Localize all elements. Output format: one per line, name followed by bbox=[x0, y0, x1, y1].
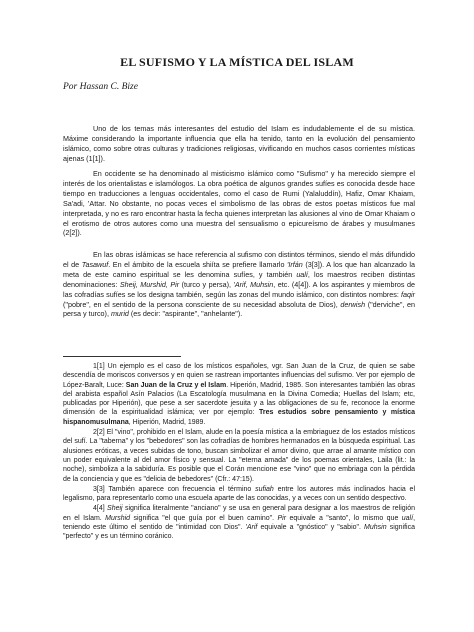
term-muhsin: Muhsin bbox=[364, 524, 387, 532]
text-span: significa literalmente "anciano" y se usa en general para designar a los maestros de religión en el Islam. bbox=[63, 505, 415, 522]
footnote-3 bbox=[63, 485, 415, 504]
text-span: 1[1] Un ejemplo es el caso de los místicos españoles, vgr. San Juan de la Cruz, de quien se sabe descendía de moriscos conversos y en quien se rastrean importantes influencias del sufismo. Ver por ejemplo de López-Baralt, Luce: bbox=[63, 363, 415, 389]
term-sufiah: sufiah bbox=[255, 485, 274, 493]
paragraph-1 bbox=[63, 124, 415, 164]
text-span: equivale a "gnóstico" y "sabio". bbox=[257, 524, 365, 532]
book-title: Tres estudios sobre pensamiento y mística hispanomusulmana bbox=[63, 409, 415, 426]
term-tasawuf: Tasawuf bbox=[81, 259, 109, 269]
text-span: ("derviche", en persa y turco), bbox=[63, 299, 415, 319]
text-span: significa "el que guía por el buen camino". bbox=[130, 514, 278, 522]
term-uali: ualí bbox=[296, 269, 308, 279]
term-pir: Pir bbox=[277, 514, 287, 522]
footnote-separator bbox=[63, 356, 181, 357]
term-arif-muhsin: 'Arif, Muhsin bbox=[233, 279, 274, 289]
term-murshid: Murshid bbox=[105, 514, 131, 522]
text-span: 3[3] También aparece con frecuencia el término bbox=[93, 485, 256, 493]
book-title: San Juan de la Cruz y el Islam bbox=[125, 381, 227, 389]
text-span: . Hiperión, Madrid, 1985. Son interesantes también las obras del arabista español Asín Palacios (La Escatología musulmana en la Divina Comedia; Huellas del Islam; etc, publicadas por Hiperión), que pese a ser sacerdote jesuita y a las obligaciones de su fe, reconoce la enorme dimensión de la espiritualidad islámica; ver por ejemplo: bbox=[63, 381, 416, 417]
author-line: Por Hassan C. Bize bbox=[63, 82, 138, 92]
footnote-1 bbox=[63, 362, 415, 427]
term-sheij: Sheij bbox=[107, 505, 123, 513]
paragraph-3-text bbox=[63, 250, 415, 319]
term-uali: ualí bbox=[401, 514, 414, 522]
text-span: significa "perfecto" y es un término coránico. bbox=[63, 524, 415, 541]
text-span: (es decir: "aspirante", "anhelante"). bbox=[128, 309, 243, 319]
text-span: En las obras islámicas se hace referencia al sufismo con distintos términos, siendo el más difundido el de bbox=[63, 250, 415, 269]
term-arif: 'Arif bbox=[245, 524, 258, 532]
page-title: EL SUFISMO Y LA MÍSTICA DEL ISLAM bbox=[120, 55, 354, 69]
text-span: entre los autores más inclinados hacia el legalismo, para representarlo como una escuela aparte de las conocidas, y a veces con un sentido despectivo. bbox=[63, 485, 416, 503]
footnotes bbox=[63, 362, 415, 543]
text-span: , etc. (4[4]). A los aspirantes y miembros de las cofradías sufíes se los designa también, según las zonas del mundo islámico, con distintos nombres: bbox=[63, 279, 416, 299]
term-faqir: faqir bbox=[401, 289, 415, 299]
paragraph-2 bbox=[63, 169, 415, 238]
term-murid: murid bbox=[110, 309, 129, 319]
paragraph-3 bbox=[63, 250, 415, 319]
text-span: . En el ámbito de la escuela shiíta se prefiere llamarlo bbox=[108, 259, 288, 269]
text-span: 4[4] bbox=[93, 505, 108, 513]
text-span: , teniendo este último el sentido de "intimidad con Dios". bbox=[63, 514, 416, 532]
text-span: equivale a "santo", lo mismo que bbox=[286, 514, 402, 522]
text-span: , Hiperión, Madrid, 1989. bbox=[128, 418, 206, 426]
text-span: (3[3]). A los que han alcanzado la meta de este camino espiritual se les denomina sufíes, y también bbox=[63, 259, 415, 279]
term-derwish: derwish bbox=[340, 299, 366, 309]
paragraph-2-text: En occidente se ha denominado al misticismo islámico como "Sufismo" y ha merecido siempre el interés de los orientalistas e islamólogos. La obra poética de algunos grandes sufíes es conocida desde hace tiempo en traducciones a lenguas occidentales, como el caso de Rumi (Yalaluddín), Hafiz, Omar Khaiam, Sa'adi, 'Attar. No obstante, no pocas veces el simbolismo de las obras de estos poetas místicos fue mal interpretada, y no es raro encontrar hasta la fecha quienes interpretan las alusiones al vino de Omar Khaiam o el erotismo de otros autores como una muestra del sensualismo o epicureísmo de árabes y musulmanes (2[2]). bbox=[63, 169, 415, 238]
term-irfan: 'Irfán bbox=[287, 259, 303, 269]
paragraph-1-text: Uno de los temas más interesantes del estudio del Islam es indudablemente el de su mística. Máxime considerando la importante influencia que ella ha tenido, tanto en la evolución del pensamiento islámico, como sobre otras culturas y tradiciones religiosas, vivificando en muchos casos corrientes místicas ajenas (1[1]). bbox=[63, 124, 415, 163]
text-span: ("pobre", en el sentido de la persona consciente de su necesidad absoluta de Dios), bbox=[63, 299, 341, 309]
footnote-4 bbox=[63, 504, 415, 541]
term-sheij-murshid-pir: Sheij, Murshid, Pir bbox=[119, 279, 180, 289]
text-span: (turco y persa), bbox=[179, 279, 234, 289]
footnote-2: 2[2] El "vino", prohibido en el Islam, alude en la poesía mística a la embriaguez de los estados místicos del sufí. La "taberna" y los "bebedores" son las cofradías de hombres hermanados en la búsqueda espiritual. Las alusiones eróticas, a veces subidas de tono, buscan simbolizar el amor divino, que arrae al amante místico con un poder equivalente al del amor físico y sensual. La "eterna amada" de los poemas orientales, Laila (lit.: la noche), simboliza a la sabiduría. Es posible que el Corán mencione ese "vino" que no embriaga con la pérdida de la conciencia y que es "delicia de bebedores" (Cfr.: 47:15). bbox=[63, 429, 415, 483]
text-span: , los maestros reciben distintas denominaciones: bbox=[63, 269, 415, 289]
